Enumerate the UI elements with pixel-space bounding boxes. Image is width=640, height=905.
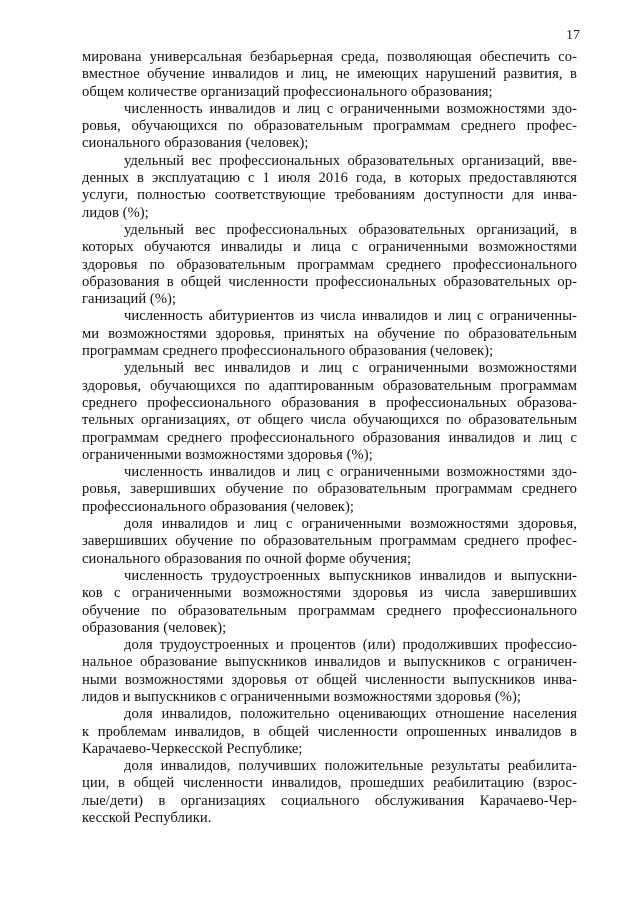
text-line: сионального образования по очной форме обучения;	[82, 550, 412, 567]
text-line: тельных организациях, от общего числа обучающихся по образовательным	[82, 412, 577, 429]
paragraph	[82, 568, 577, 637]
text-line: доля инвалидов, положительно оценивающих отношение населения	[124, 706, 577, 723]
text-line: доля инвалидов, получивших положительные результаты реабилита-	[124, 758, 577, 775]
text-line: профессионального образования (человек);	[82, 498, 354, 515]
text-line: здоровья, обучающихся по адаптированным образовательным программам	[82, 377, 577, 394]
paragraph	[82, 706, 577, 758]
page-number: 17	[566, 28, 580, 43]
text-line: общем количестве организаций профессионального образования;	[82, 83, 493, 100]
text-line: нальное образование выпускников инвалидов и выпускников с ограничен-	[82, 654, 577, 671]
text-line: программам среднего профессионального образования (человек);	[82, 343, 494, 360]
text-line: ми возможностями здоровья, принятых на обучение по образовательным	[82, 325, 577, 342]
text-line: которых обучаются инвалиды и лица с ограниченными возможностями	[82, 239, 577, 256]
paragraph	[82, 101, 577, 153]
text-line: ограниченными возможностями здоровья (%);	[82, 446, 373, 463]
text-line: удельный вес профессиональных образовательных организаций, в	[124, 221, 577, 238]
text-line: вместное обучение инвалидов и лиц, не имеющих нарушений развития, в	[82, 66, 577, 83]
text-line: ными возможностями здоровья от общей численности выпускников инва-	[82, 671, 577, 688]
text-line: образования в общей численности профессиональных образовательных ор-	[82, 273, 577, 290]
text-line: численность трудоустроенных выпускников инвалидов и выпускни-	[124, 567, 577, 584]
text-line: денных в эксплуатацию с 1 июля 2016 года, в которых предоставляются	[82, 170, 577, 187]
paragraph	[82, 758, 577, 827]
text-line: здоровья по образовательным программам среднего профессионального	[82, 256, 577, 273]
paragraph	[82, 464, 577, 516]
text-line: среднего профессионального образования в профессиональных образова-	[82, 394, 577, 411]
text-line: лидов и выпускников с ограниченными возможностями здоровья (%);	[82, 688, 521, 705]
text-line: программам среднего профессионального образования инвалидов и лиц с	[82, 429, 577, 446]
text-line: ганизаций (%);	[82, 291, 177, 308]
text-line: Карачаево-Черкесской Республике;	[82, 740, 303, 757]
text-line: удельный вес профессиональных образовательных организаций, вве-	[124, 152, 577, 169]
text-line: мирована универсальная безбарьерная среда, позволяющая обеспечить со-	[82, 49, 577, 65]
paragraph	[82, 222, 577, 308]
paragraph	[82, 49, 577, 101]
text-line: образования (человек);	[82, 619, 227, 636]
text-line: доля трудоустроенных и процентов (или) продолживших профессио-	[124, 637, 577, 654]
paragraph	[82, 153, 577, 222]
text-line: ровья, обучающихся по образовательным программам среднего профес-	[82, 118, 577, 135]
text-line: ков с ограниченными возможностями здоровья из числа завершивших	[82, 585, 577, 602]
text-line: численность абитуриентов из числа инвалидов и лиц с ограниченны-	[124, 308, 577, 325]
paragraph	[82, 637, 577, 706]
paragraph	[82, 308, 577, 360]
text-line: численность инвалидов и лиц с ограниченными возможностями здо-	[124, 464, 577, 481]
text-line: численность инвалидов и лиц с ограниченными возможностями здо-	[124, 100, 577, 117]
text-line: к проблемам инвалидов, в общей численности опрошенных инвалидов в	[82, 723, 577, 740]
text-line: ровья, завершивших обучение по образовательным программам среднего	[82, 481, 577, 498]
text-line: лидов (%);	[82, 204, 149, 221]
text-line: кесской Республики.	[82, 810, 212, 827]
paragraph	[82, 516, 577, 568]
text-line: завершивших обучение по образовательным программам среднего профес-	[82, 533, 577, 550]
text-line: удельный вес инвалидов и лиц с ограниченными возможностями	[124, 360, 577, 377]
text-line: ции, в общей численности инвалидов, прошедших реабилитацию (взрос-	[82, 775, 577, 792]
document-body	[82, 49, 577, 827]
text-line: обучение по образовательным программам среднего профессионального	[82, 602, 577, 619]
text-line: доля инвалидов и лиц с ограниченными возможностями здоровья,	[124, 516, 577, 533]
paragraph	[82, 360, 577, 464]
text-line: услуги, полностью соответствующие требованиям доступности для инва-	[82, 187, 577, 204]
text-line: сионального образования (человек);	[82, 135, 309, 152]
text-line: лые/дети) в организациях социального обслуживания Карачаево-Чер-	[82, 792, 577, 809]
